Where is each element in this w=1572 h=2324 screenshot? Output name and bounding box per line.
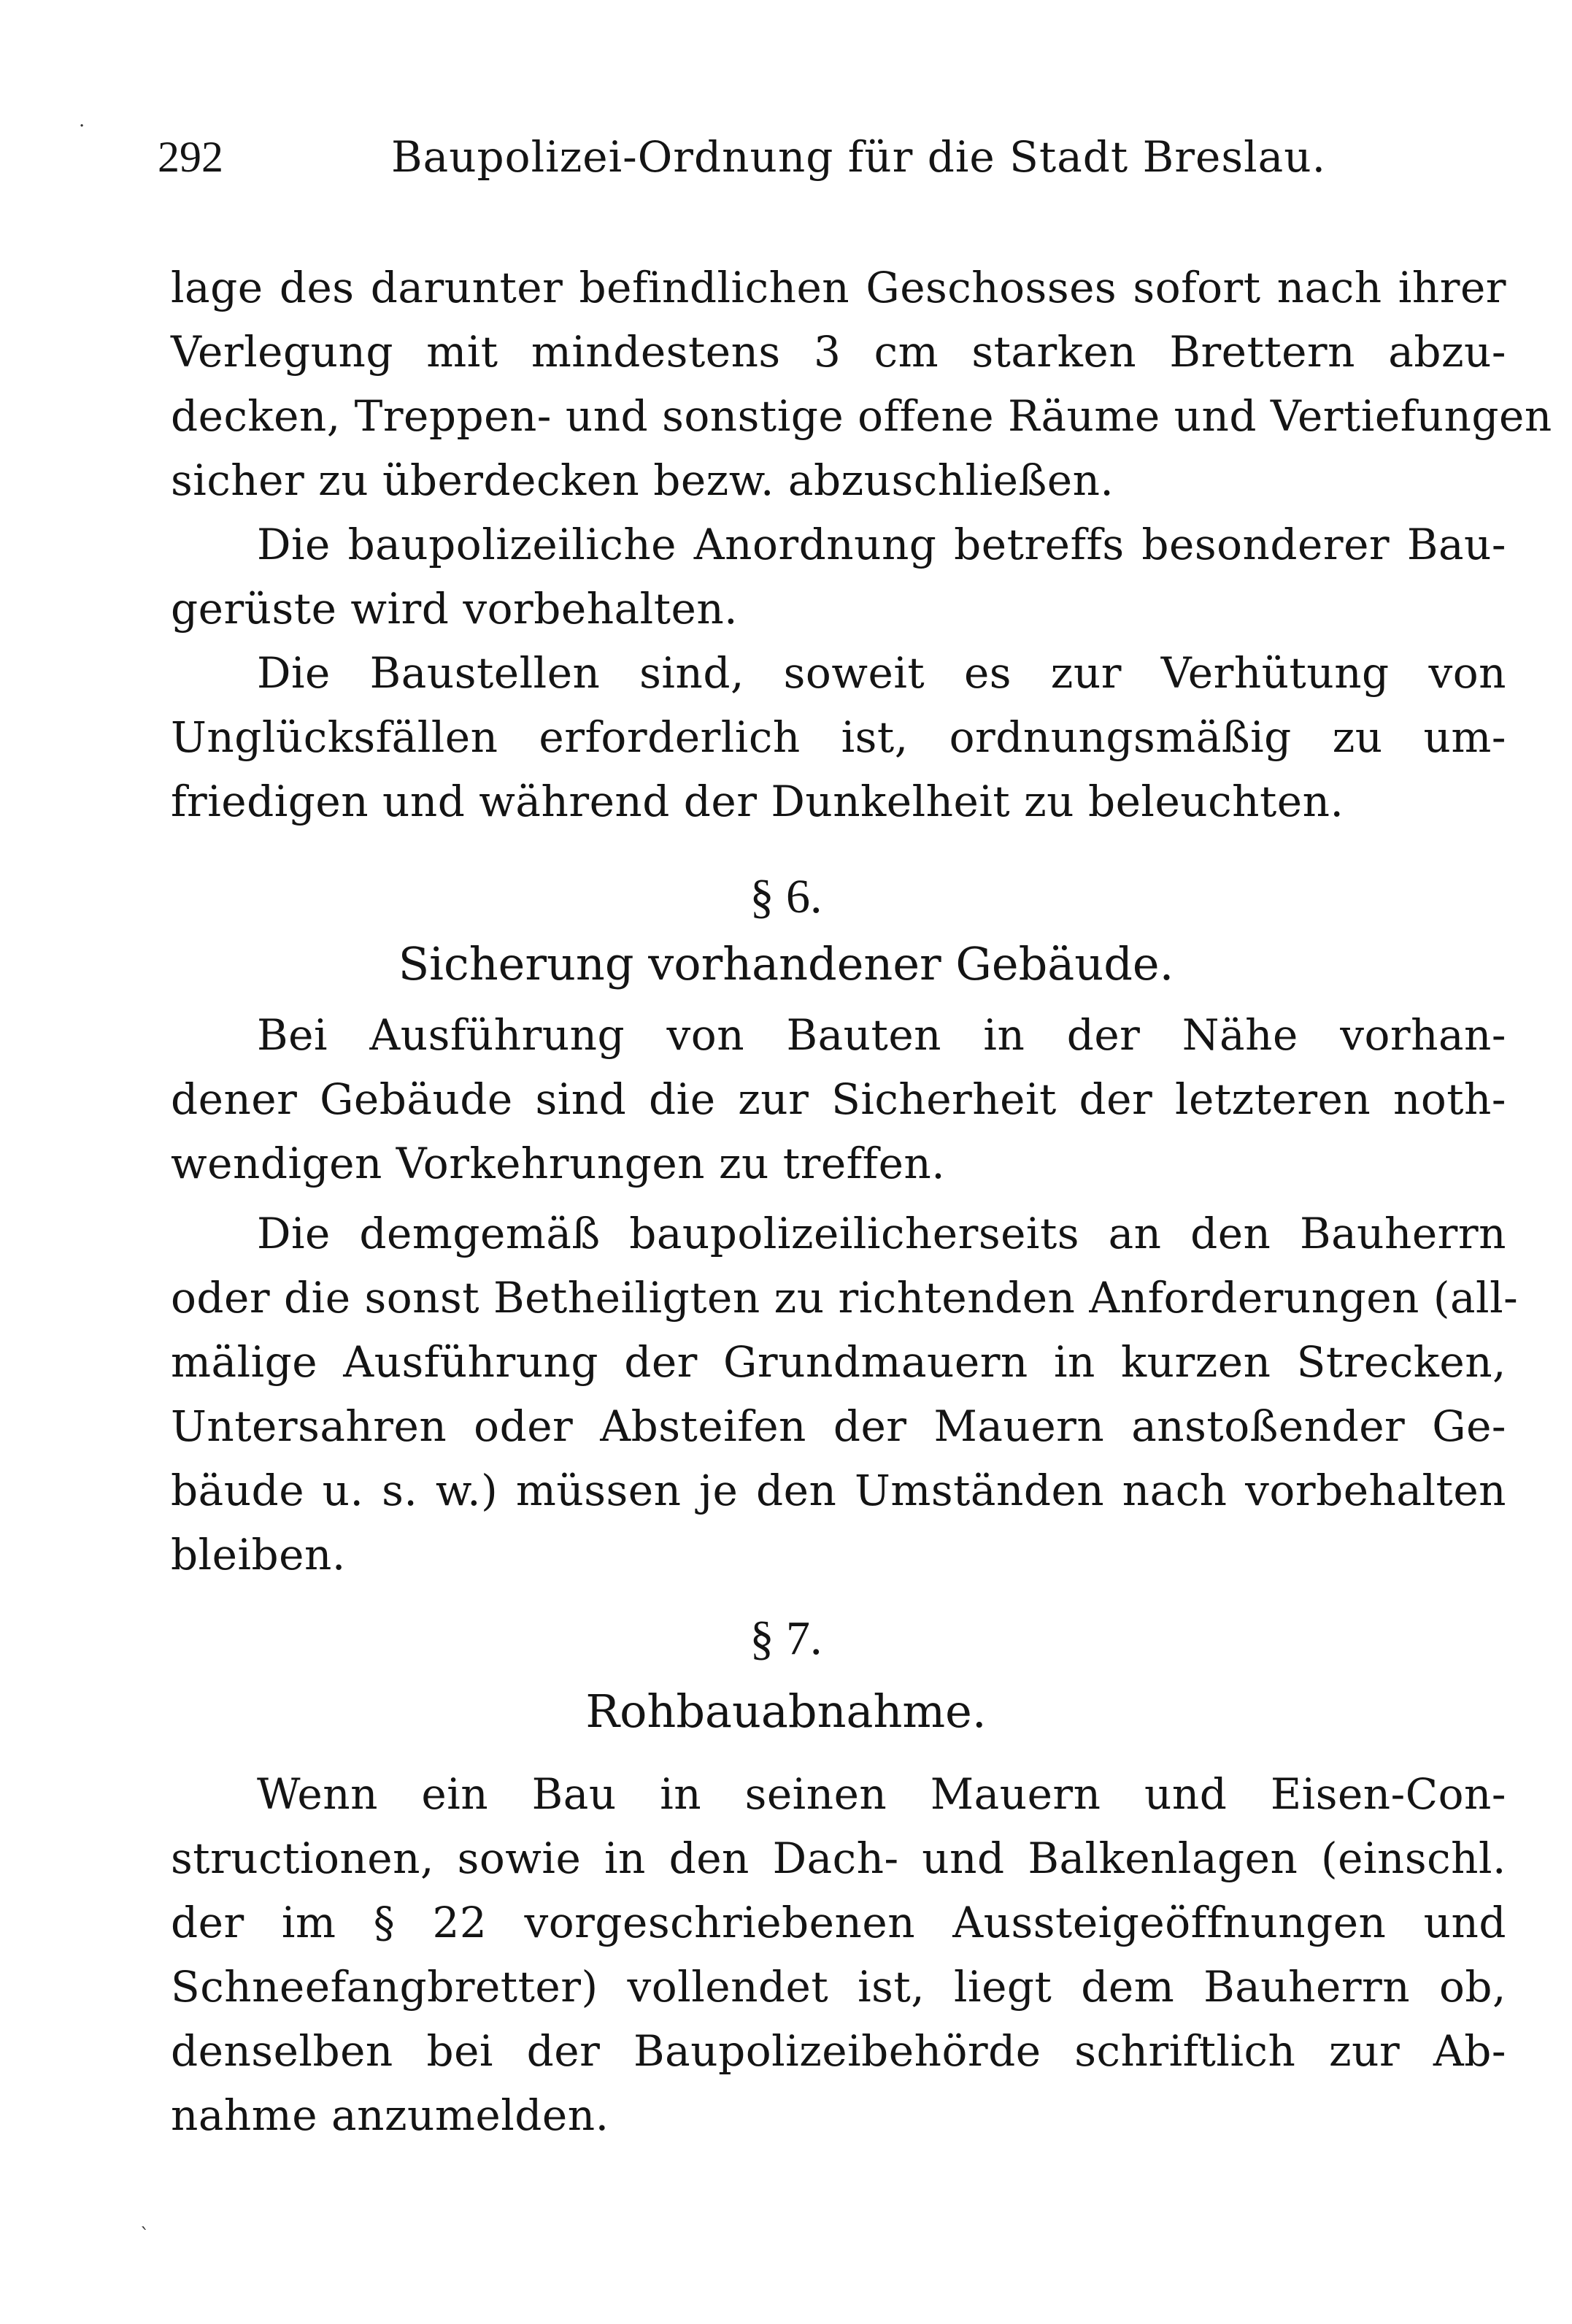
text-line: Wenn ein Bau in seinen Mauern und Eisen-Con-: [257, 1769, 1506, 1819]
text-line: bleiben.: [171, 1530, 346, 1580]
text-line: friedigen und während der Dunkelheit zu beleuchten.: [171, 777, 1344, 826]
text-line: Bei Ausführung von Bauten in der Nähe vorhan-: [257, 1010, 1506, 1060]
text-line: lage des darunter befindlichen Geschosses sofort nach ihrer: [171, 263, 1506, 312]
text-line: Die baupolizeiliche Anordnung betreffs besonderer Bau-: [257, 520, 1506, 569]
text-line: wendigen Vorkehrungen zu treffen.: [171, 1139, 946, 1188]
page-header: [158, 124, 1544, 190]
text-line: bäude u. s. w.) müssen je den Umständen nach vorbehalten: [171, 1466, 1506, 1515]
text-line: sicher zu überdecken bezw. abzuschließen.: [171, 455, 1114, 505]
section-title: Sicherung vorhandener Gebäude.: [398, 937, 1174, 990]
text-line: Die Baustellen sind, soweit es zur Verhütung von: [257, 648, 1506, 698]
text-line: der im § 22 vorgeschriebenen Aussteigeöffnungen und: [171, 1898, 1506, 1947]
text-line: denselben bei der Baupolizeibehörde schriftlich zur Ab-: [171, 2026, 1506, 2076]
text-line: dener Gebäude sind die zur Sicherheit der letzteren noth-: [171, 1074, 1506, 1124]
text-line: nahme anzumelden.: [171, 2090, 609, 2140]
text-line: gerüste wird vorbehalten.: [171, 584, 739, 634]
text-line: mälige Ausführung der Grundmauern in kurzen Strecken,: [171, 1337, 1506, 1387]
print-speck: ·: [79, 115, 85, 137]
text-line: Verlegung mit mindestens 3 cm starken Brettern abzu-: [171, 327, 1506, 377]
text-line: Unglücksfällen erforderlich ist, ordnungsmäßig zu um-: [171, 712, 1506, 762]
page-number: 292: [158, 133, 223, 181]
section-number: § 7.: [750, 1612, 822, 1665]
text-line: decken, Treppen- und sonstige offene Räume und Vertiefungen: [171, 391, 1552, 441]
text-line: structionen, sowie in den Dach- und Balkenlagen (einschl.: [171, 1834, 1506, 1883]
section-title: Rohbauabnahme.: [585, 1685, 987, 1738]
text-line: Schneefangbretter) vollendet ist, liegt dem Bauherrn ob,: [171, 1962, 1506, 2012]
text-line: Untersahren oder Absteifen der Mauern anstoßender Ge-: [171, 1401, 1506, 1451]
text-line: Die demgemäß baupolizeilicherseits an den Bauherrn: [257, 1209, 1506, 1258]
running-title: Baupolizei-Ordnung für die Stadt Breslau.: [391, 132, 1327, 182]
text-line: oder die sonst Betheiligten zu richtenden Anforderungen (all-: [171, 1273, 1519, 1323]
print-speck: ˋ: [140, 2225, 150, 2247]
section-number: § 6.: [750, 870, 822, 923]
